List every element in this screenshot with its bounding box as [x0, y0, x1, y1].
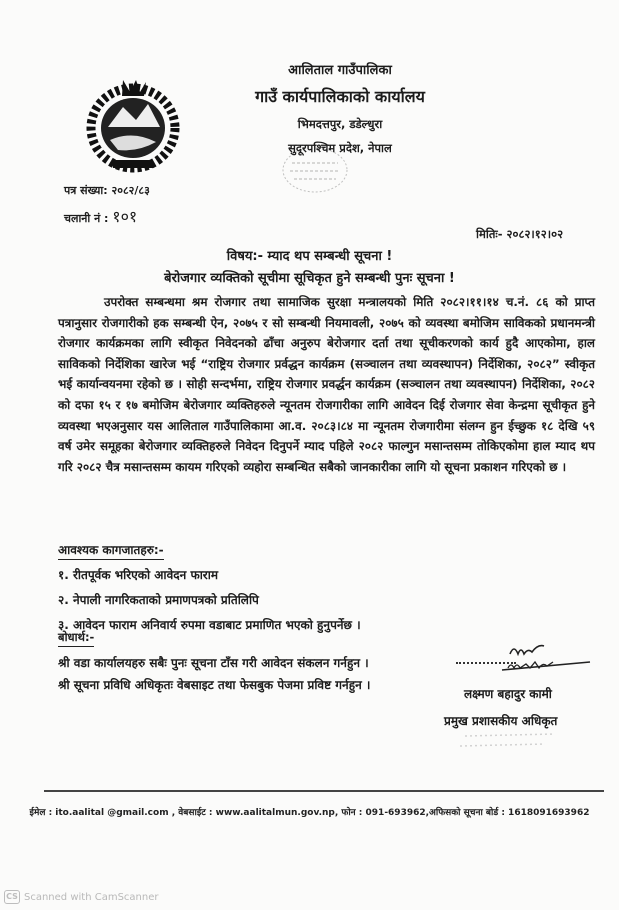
- letter-number: पत्र संख्या: २०८२/८३: [64, 184, 150, 197]
- cc-list: [58, 654, 370, 698]
- address-line-2: सुदूरपश्चिम प्रदेश, नेपाल: [288, 141, 392, 155]
- requirement-item: १. रीतपूर्वक भरिएको आवेदन फाराम: [58, 568, 219, 582]
- office-stamp-icon: [280, 145, 350, 195]
- signatory: [444, 685, 614, 729]
- footer-divider: [44, 790, 604, 792]
- requirement-item: ३. आवेदन फाराम अनिवार्य रुपमा वडाबाट प्रमाणित भएको हुनुपर्नेछ ।: [58, 618, 361, 632]
- scanner-watermark: [4, 890, 159, 904]
- contact-footer: ईमेल : ito.aalital @gmail.com , वेबसाईट : www.aalitalmun.gov.np, फोन : 091-693962,अफिसको सूचना बोर्ड : 1618091693962: [29, 808, 590, 818]
- camscanner-logo-icon: CS: [4, 890, 20, 904]
- letter-date: मितिः- २०८२।१२।०२: [476, 227, 564, 241]
- signature-line: [456, 662, 516, 664]
- signature-icon: [450, 640, 600, 680]
- watermark-text: Scanned with CamScanner: [24, 891, 159, 903]
- letterhead: [230, 60, 450, 156]
- municipality-name: आलिताल गाउँपालिका: [288, 63, 392, 78]
- faded-stamp-icon: [455, 728, 575, 758]
- signatory-title: प्रमुख प्रशासकीय अधिकृत: [444, 714, 558, 728]
- cc-item: श्री वडा कार्यालयहरु सबैः पुनः सूचना टाँस गरी आवेदन संकलन गर्नहुन ।: [58, 656, 369, 670]
- cc-item: श्री सूचना प्रविधि अधिकृतः वेबसाइट तथा फेसबुक पेजमा प्रविष्ट गर्नहुन ।: [58, 678, 371, 692]
- cc-title: बोधार्थ:-: [58, 630, 94, 647]
- reference-numbers: [64, 183, 150, 234]
- subject-line-1: विषय:- म्याद थप सम्बन्धी सूचना !: [226, 249, 393, 264]
- dispatch-number: चलानी नं : १०१: [64, 207, 138, 226]
- subject-line-2: बेरोजगार व्यक्तिको सूचीमा सूचिकृत हुने सम्बन्धी पुनः सूचना !: [164, 271, 455, 286]
- office-name: गाउँ कार्यपालिकाको कार्यालय: [255, 87, 425, 106]
- signatory-name: लक्ष्मण बहादुर कामी: [464, 687, 552, 701]
- requirement-item: २. नेपाली नागरिकताको प्रमाणपत्रको प्रतिलिपि: [58, 593, 259, 607]
- nepal-emblem-icon: [78, 72, 188, 176]
- address-line-1: भिमदत्तपुर, डडेल्धुरा: [297, 117, 383, 131]
- notice-body: उपरोक्त सम्बन्धमा श्रम रोजगार तथा सामाजिक सुरक्षा मन्त्रालयको मिति २०८२।११।१४ च.नं. ८६ को प्राप्त पत्रानुसार रोजगारीको हक सम्बन्धी ऐन, २०७५ र सो सम्बन्धी नियमावली, २०७५ को व्यवस्था बमोजिम साविकको प्रधानमन्त्री रोजगार कार्यक्रमका लागि स्वीकृत निवेदनको ढाँचा अनुरुप बेरोजगार दर्ता तथा सूचीकरणको कार्य हुदै आएकोमा, हाल साविकको निर्देशिका खारेज भई “राष्ट्रिय रोजगार प्रर्वद्धन कार्यक्रम (सञ्चालन तथा व्यवस्थापन) निर्देशिका, २०८२” स्वीकृत भई कार्यान्वयनमा रहेको छ । सोही सन्दर्भमा, राष्ट्रिय रोजगार प्रवर्द्धन कार्यक्रम (सञ्चालन तथा व्यवस्थापन) निर्देशिका, २०८२ को दफा १५ र १७ बमोजिम बेरोजगार व्यक्तिहरुले न्यूनतम रोजगारीका लागि आवेदन दिई रोजगार सेवा केन्द्रमा सूचीकृत हुने व्यवस्था भएअनुसार यस आलिताल गाउँपालिकामा आ.व. २०८३।८४ मा न्यूनतम रोजगारीमा संलग्न हुन ईच्छुक १८ देखि ५९ वर्ष उमेर समूहका बेरोजगार व्यक्तिहरुले निवेदन दिनुपर्ने म्याद पहिले २०८२ फाल्गुन मसान्तसम्म तोकिएकोमा हाल म्याद थप गरि २०८२ चैत्र मसान्तसम्म कायम गरिएको व्यहोरा सम्बन्धित सबैको जानकारीका लागि यो सूचना प्रकाशन गरिएको छ ।: [58, 295, 595, 474]
- requirements-list: [58, 566, 361, 641]
- requirements-title: आवश्यक कागजातहरु:-: [58, 541, 164, 560]
